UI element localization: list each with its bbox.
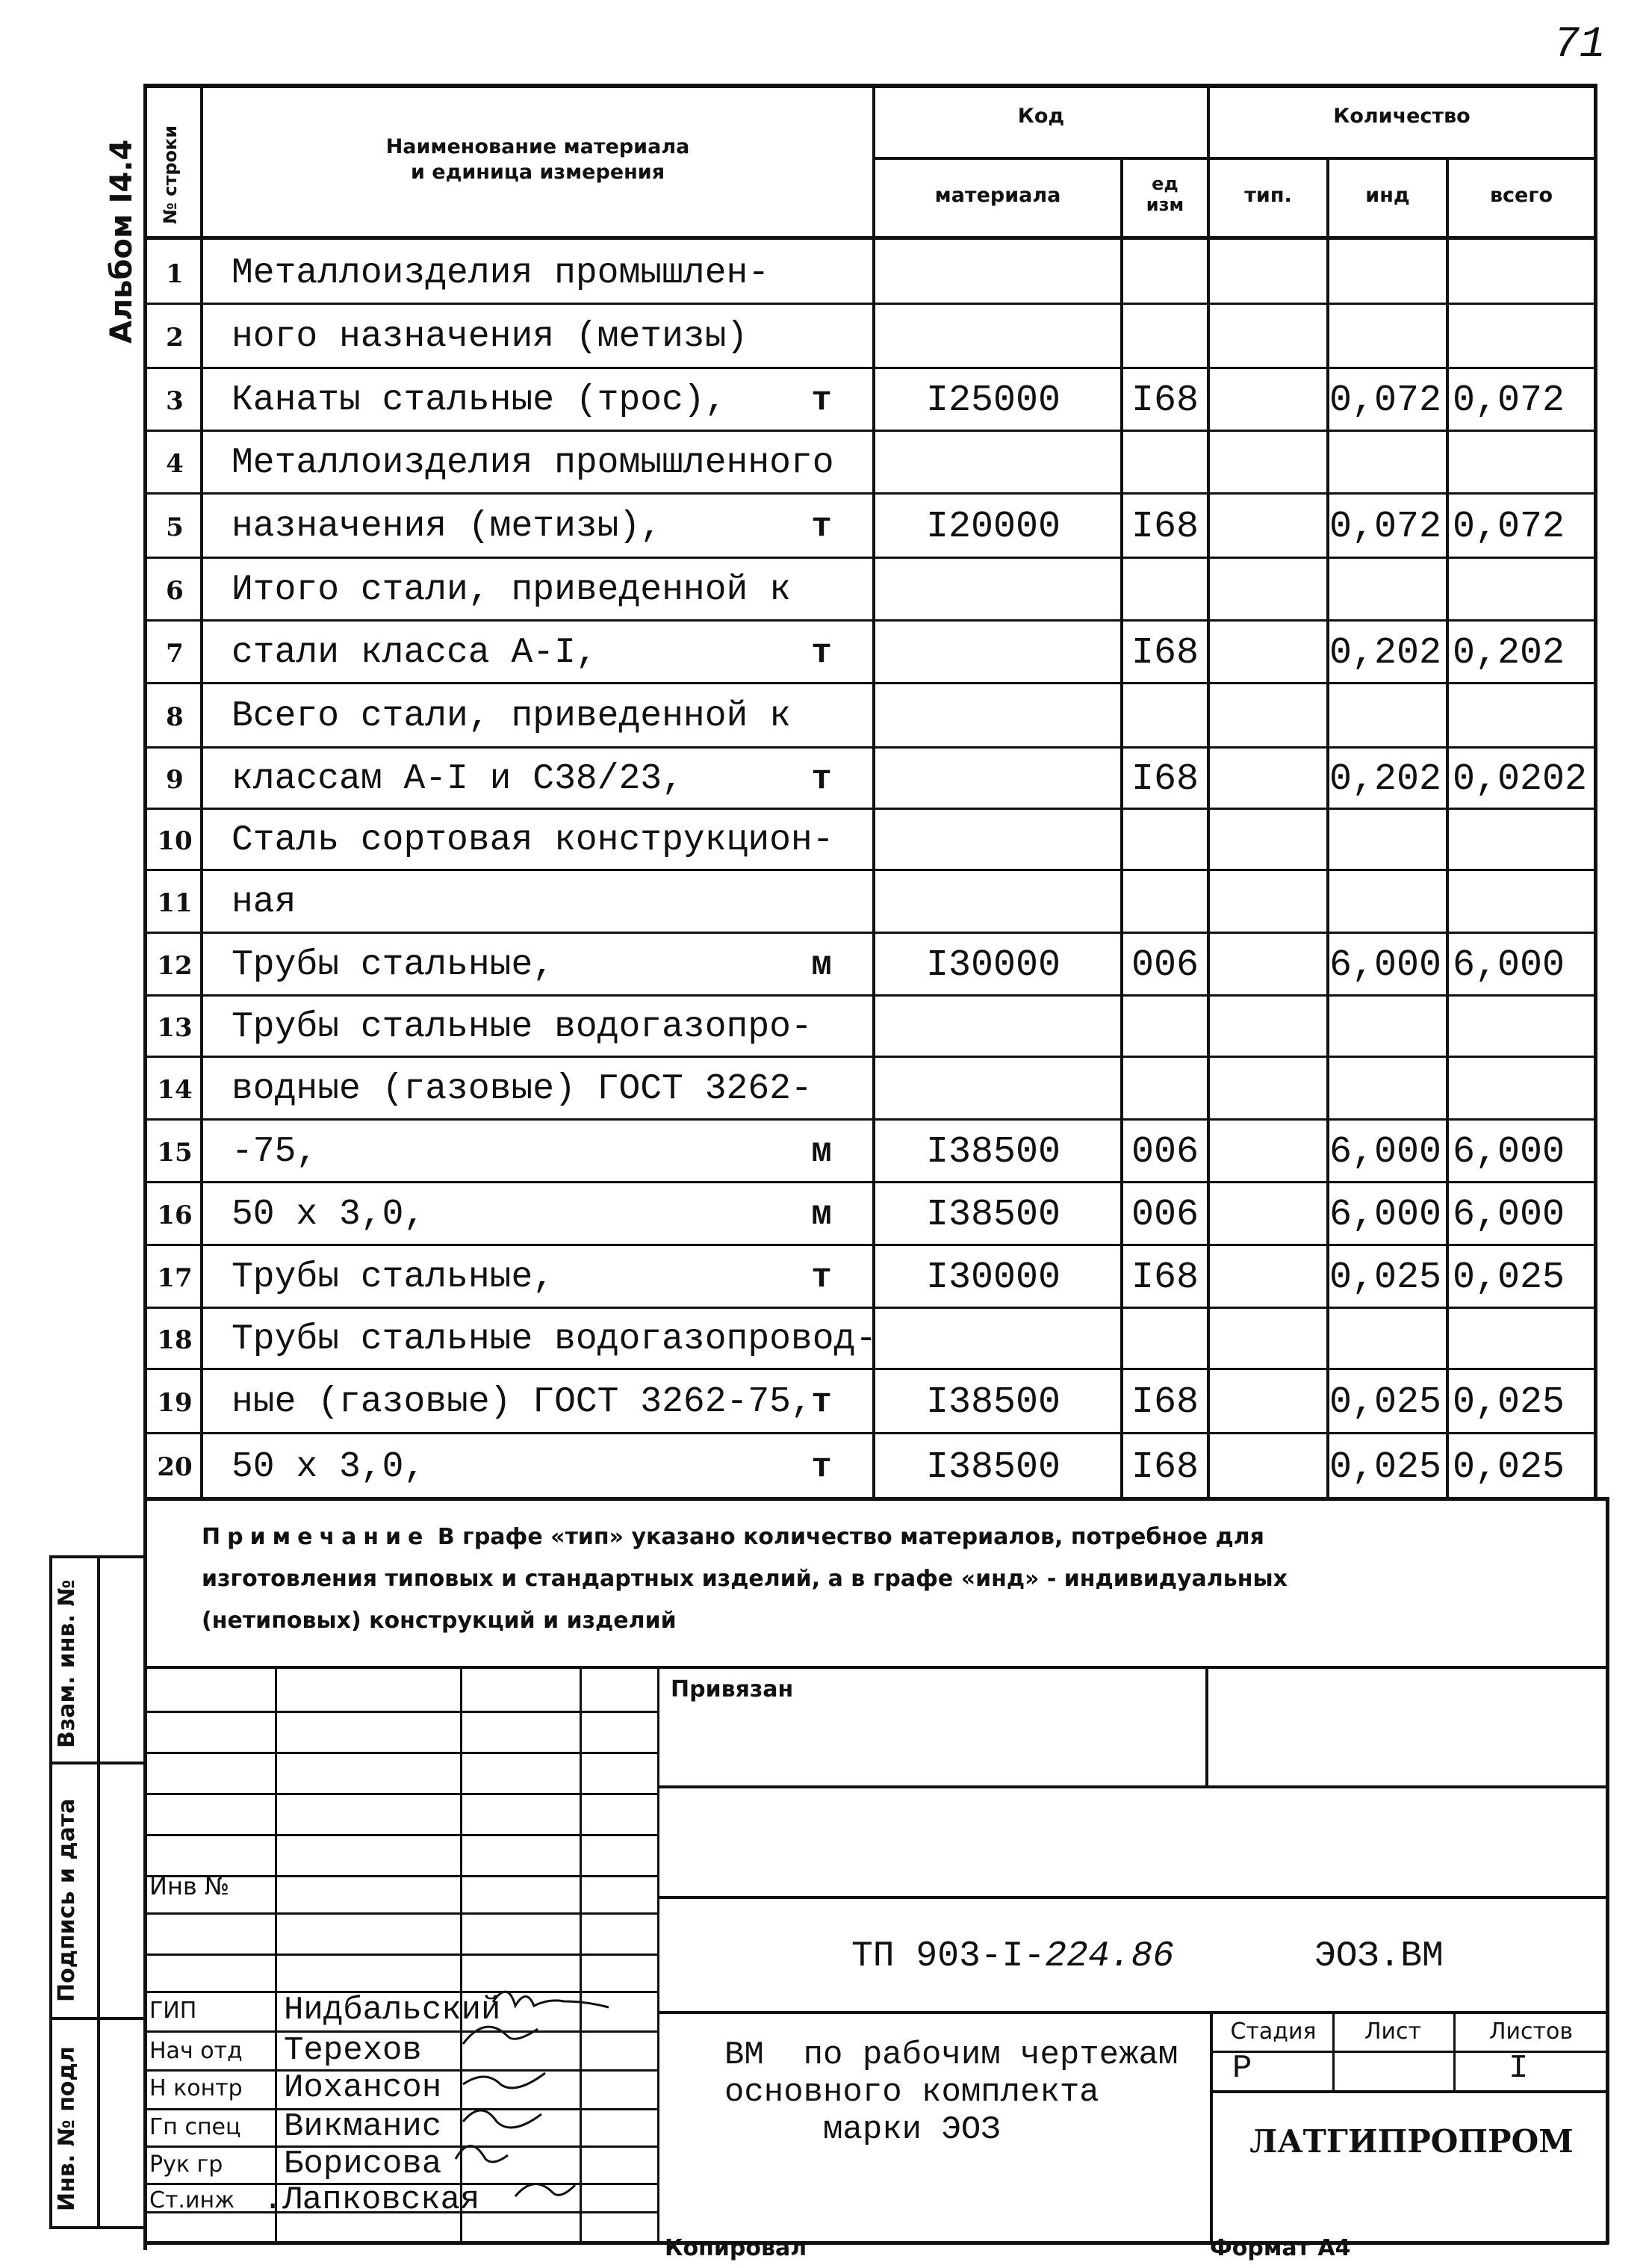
row-number: 4 (166, 448, 184, 479)
row-name: водные (газовые) ГОСТ 3262- (232, 1069, 813, 1110)
row-number: 18 (157, 1324, 193, 1355)
row-name: Итого стали, приведенной к (232, 570, 791, 611)
row-name: ная (232, 882, 296, 923)
row-qty-total: 0,202 (1453, 632, 1565, 675)
header-qty-typ: тип. (1244, 184, 1292, 207)
approval-role: Ст.инж (149, 2187, 235, 2213)
row-qty-ind: 0,072 (1329, 379, 1442, 422)
header-code: Код (1017, 105, 1065, 128)
approval-role: Н контр (149, 2075, 243, 2101)
row-name: Трубы стальные водогазопро- (232, 1007, 813, 1048)
note-line-2: изготовления типовых и стандартных изделий, а в графе «инд» - индивидуальных (202, 1566, 1288, 1592)
row-name: Трубы стальные, (232, 945, 555, 986)
row-material-code: I25000 (925, 379, 1061, 422)
row-name: -75, (232, 1132, 318, 1173)
row-name: Металлоизделия промышлен- (232, 253, 770, 294)
row-qty-ind: 0,025 (1329, 1381, 1442, 1424)
header-qty-ind: инд (1365, 184, 1410, 207)
row-number: 16 (157, 1200, 193, 1230)
row-qty-ind: 0,202 (1329, 632, 1442, 675)
row-qty-total: 0,072 (1453, 506, 1565, 548)
row-number: 2 (166, 322, 184, 353)
row-name: Трубы стальные водогазопровод- (232, 1319, 878, 1360)
row-unit-code: I68 (1131, 1257, 1199, 1299)
row-number: 19 (157, 1387, 193, 1418)
row-name: 50 х 3,0, (232, 1446, 426, 1487)
row-material-code: I30000 (925, 1257, 1061, 1299)
row-unit: т (811, 507, 832, 547)
row-unit: т (811, 381, 832, 421)
row-qty-ind: 6,000 (1329, 1131, 1442, 1174)
row-name: ные (газовые) ГОСТ 3262-75, (232, 1382, 813, 1423)
approval-name: Иохансон (284, 2069, 442, 2107)
note-block (202, 1516, 1288, 1642)
row-number: 10 (157, 825, 193, 856)
row-name: стали класса А-I, (232, 633, 597, 674)
approval-name: Борисова (284, 2145, 442, 2183)
row-unit-code: 006 (1131, 944, 1199, 987)
sheets-label: Листов (1488, 2018, 1574, 2045)
doc-code-printed: ТП 903-I- (851, 1936, 1046, 1977)
organization: ЛАТГИПРОПРОМ (1249, 2123, 1574, 2160)
row-number: 15 (157, 1137, 193, 1168)
row-name: назначения (метизы), (232, 506, 662, 548)
approval-role: ГИП (149, 1998, 197, 2024)
row-qty-total: 6,000 (1453, 1194, 1565, 1236)
row-number: 14 (157, 1074, 193, 1105)
header-code-unit: ед изм (1146, 173, 1184, 215)
row-qty-total: 6,000 (1453, 944, 1565, 987)
row-qty-total: 0,025 (1453, 1446, 1565, 1489)
header-qty-total: всего (1489, 184, 1553, 207)
row-unit-code: 006 (1131, 1194, 1199, 1236)
row-material-code: I38500 (925, 1131, 1061, 1174)
row-material-code: I20000 (925, 506, 1061, 548)
row-unit-code: I68 (1131, 758, 1199, 801)
row-name: ного назначения (метизы) (232, 317, 748, 358)
page-number: 71 (1553, 21, 1606, 69)
row-qty-ind: 6,000 (1329, 944, 1442, 987)
row-unit: т (811, 1383, 832, 1422)
row-material-code: I30000 (925, 944, 1061, 987)
row-number: 5 (166, 512, 184, 542)
row-unit-code: I68 (1131, 1381, 1199, 1424)
row-material-code: I38500 (925, 1194, 1061, 1236)
inv-no-label: Инв № (149, 1872, 230, 1900)
stage-label: Стадия (1230, 2018, 1317, 2045)
row-number: 13 (157, 1012, 193, 1043)
row-unit-code: I68 (1131, 632, 1199, 675)
row-unit-code: I68 (1131, 506, 1199, 548)
row-qty-ind: 0,202 (1329, 758, 1442, 801)
sheet-label: Лист (1364, 2018, 1422, 2045)
note-line-1: В графе «тип» указано количество материалов, потребное для (429, 1524, 1264, 1550)
row-name: Всего стали, приведенной к (232, 696, 791, 737)
row-qty-ind: 6,000 (1329, 1194, 1442, 1236)
row-unit: м (811, 946, 832, 985)
side-label-inv: Инв. № подл (54, 2046, 80, 2211)
approval-name: Терехов (284, 2032, 422, 2069)
row-name: 50 х 3,0, (232, 1195, 426, 1236)
row-qty-total: 0,0202 (1453, 758, 1588, 801)
row-number: 11 (157, 887, 193, 918)
row-number: 9 (166, 764, 184, 795)
row-unit-code: 006 (1131, 1131, 1199, 1174)
row-number: 1 (166, 258, 184, 289)
approval-role: Нач отд (149, 2038, 243, 2064)
side-label-podpis: Подпись и дата (54, 1798, 80, 2002)
row-number: 7 (166, 638, 184, 669)
approval-name: Викманис (284, 2108, 442, 2145)
row-unit-code: I68 (1131, 1446, 1199, 1489)
header-quantity: Количество (1333, 105, 1471, 128)
sheets-value: I (1509, 2050, 1529, 2087)
row-number: 8 (166, 701, 184, 732)
row-unit: т (811, 1447, 832, 1487)
row-name: Трубы стальные, (232, 1257, 555, 1298)
row-unit: т (811, 760, 832, 799)
footer-format: Формат А4 (1210, 2235, 1351, 2261)
header-code-material: материала (934, 184, 1061, 207)
row-qty-total: 6,000 (1453, 1131, 1565, 1174)
approval-role: Гп спец (149, 2114, 241, 2140)
row-name: Металлоизделия промышленного (232, 443, 834, 484)
approval-name: .Лапковская (263, 2181, 480, 2219)
stage-value: Р (1232, 2050, 1252, 2087)
row-number: 6 (166, 575, 184, 606)
row-material-code: I38500 (925, 1381, 1061, 1424)
row-qty-total: 0,025 (1453, 1381, 1565, 1424)
doc-code (851, 1936, 1174, 1977)
row-qty-ind: 0,025 (1329, 1446, 1442, 1489)
signatures (448, 1972, 672, 2241)
row-number: 20 (157, 1452, 193, 1483)
approval-role: Рук гр (149, 2151, 223, 2178)
side-label-vzam: Взам. инв. № (54, 1579, 80, 1748)
row-qty-ind: 0,072 (1329, 506, 1442, 548)
approval-name: Нидбальский (284, 1992, 501, 2029)
row-number: 3 (166, 385, 184, 416)
doc-code-handwritten: 224.86 (1045, 1936, 1175, 1977)
row-unit-code: I68 (1131, 379, 1199, 422)
row-material-code: I38500 (925, 1446, 1061, 1489)
row-name: Канаты стальные (трос), (232, 380, 727, 421)
row-qty-total: 0,025 (1453, 1257, 1565, 1299)
row-unit: м (811, 1133, 832, 1172)
privyazan-label: Привязан (671, 1676, 794, 1702)
doc-title: ВМ по рабочим чертежам основного комплекта марки ЭОЗ (724, 2036, 1178, 2148)
row-name: Сталь сортовая конструкцион- (232, 820, 834, 861)
row-qty-ind: 0,025 (1329, 1257, 1442, 1299)
header-name: Наименование материала и единица измерения (385, 135, 690, 184)
footer-copied: Копировал (665, 2235, 807, 2261)
row-name: классам А-I и С38/23, (232, 759, 683, 800)
row-qty-total: 0,072 (1453, 379, 1565, 422)
note-label: Примечание (202, 1524, 430, 1550)
doc-mark: ЭОЗ.ВМ (1314, 1936, 1444, 1977)
row-unit: т (811, 1258, 832, 1298)
row-unit: т (811, 633, 832, 673)
header-row-no: № строки (160, 125, 181, 224)
album-label: Альбом I4.4 (105, 139, 139, 344)
note-line-3: (нетиповых) конструкций и изделий (202, 1608, 677, 1634)
row-number: 17 (157, 1262, 193, 1293)
row-unit: м (811, 1195, 832, 1235)
row-number: 12 (157, 950, 193, 981)
